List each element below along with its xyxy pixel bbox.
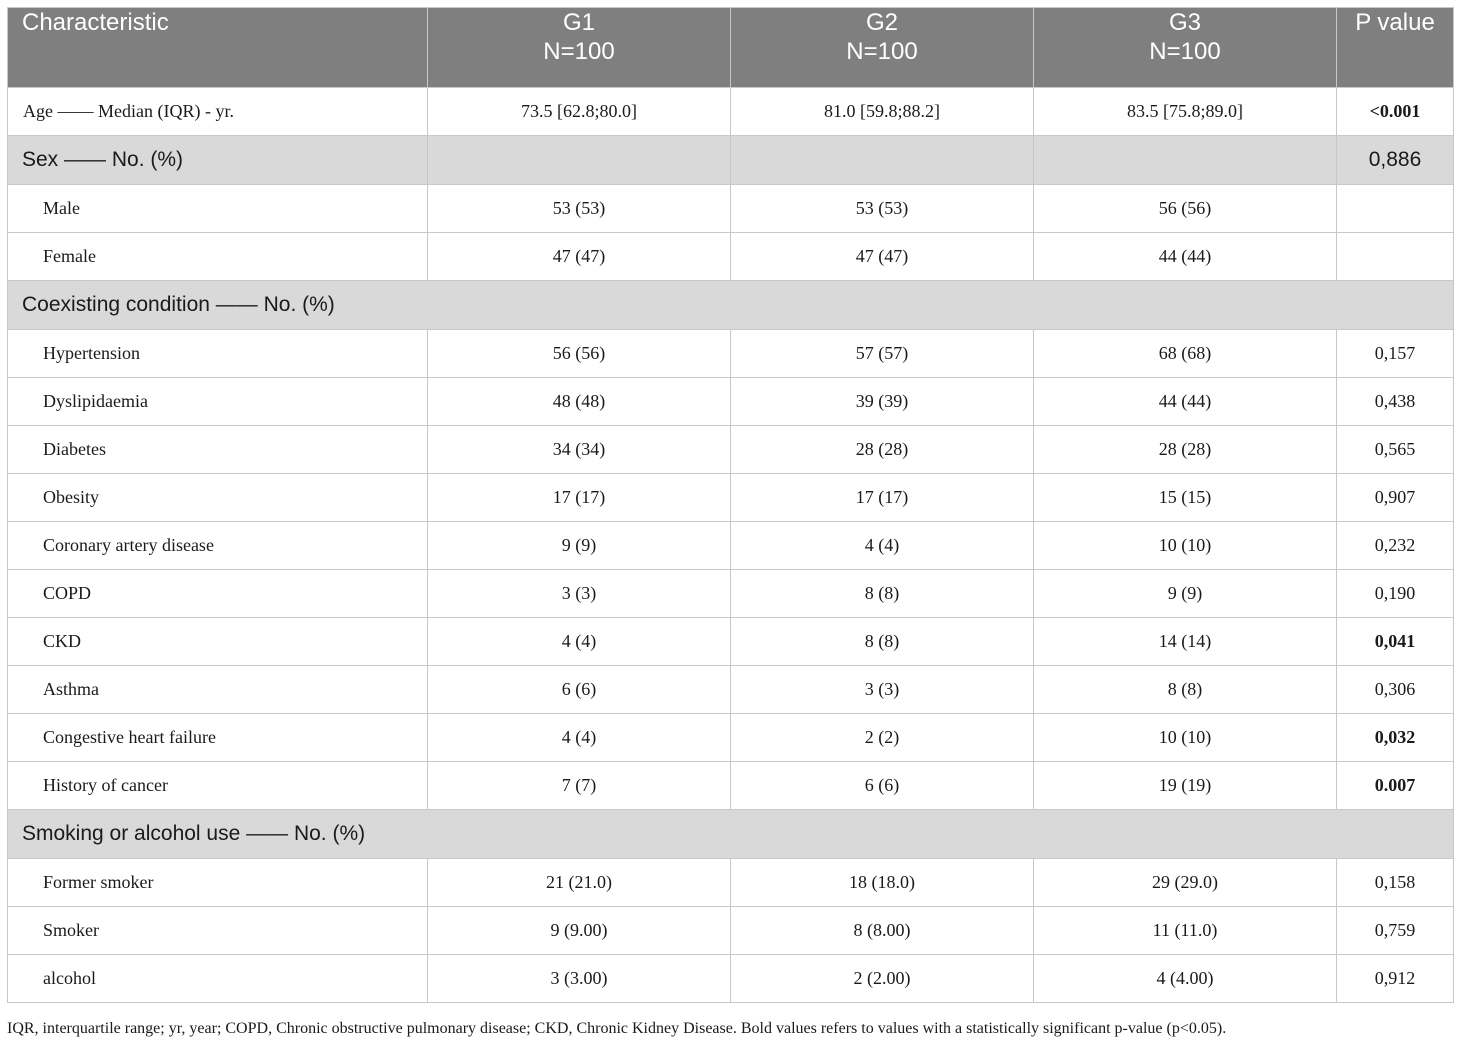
cell-g3: 10 (10) bbox=[1034, 714, 1337, 762]
cell-g3: 9 (9) bbox=[1034, 570, 1337, 618]
table-row bbox=[8, 714, 1454, 762]
cell-pvalue: 0,912 bbox=[1337, 955, 1454, 1003]
cell-g3 bbox=[1034, 136, 1337, 185]
cell-g1: 6 (6) bbox=[428, 666, 731, 714]
cell-pvalue bbox=[1337, 233, 1454, 281]
row-label: CKD bbox=[8, 618, 428, 666]
cell-g3: 44 (44) bbox=[1034, 378, 1337, 426]
table-row bbox=[8, 955, 1454, 1003]
cell-pvalue: 0,565 bbox=[1337, 426, 1454, 474]
cell-g2: 53 (53) bbox=[731, 185, 1034, 233]
header-g3-n: N=100 bbox=[1149, 38, 1221, 65]
cell-g1: 56 (56) bbox=[428, 330, 731, 378]
cell-g2: 3 (3) bbox=[731, 666, 1034, 714]
header-g1-name: G1 bbox=[562, 9, 595, 36]
row-label: Coronary artery disease bbox=[8, 522, 428, 570]
cell-g2: 8 (8) bbox=[731, 570, 1034, 618]
cell-g2: 18 (18.0) bbox=[731, 859, 1034, 907]
header-row bbox=[8, 8, 1454, 88]
table-row bbox=[8, 474, 1454, 522]
cell-pvalue: 0,032 bbox=[1337, 714, 1454, 762]
cell-g3: 19 (19) bbox=[1034, 762, 1337, 810]
cell-g1: 9 (9) bbox=[428, 522, 731, 570]
row-label: Diabetes bbox=[8, 426, 428, 474]
cell-pvalue: 0,157 bbox=[1337, 330, 1454, 378]
cell-pvalue: 0.007 bbox=[1337, 762, 1454, 810]
table-row bbox=[8, 233, 1454, 281]
cell-g3: 56 (56) bbox=[1034, 185, 1337, 233]
row-label: COPD bbox=[8, 570, 428, 618]
cell-g2 bbox=[731, 136, 1034, 185]
row-label: Male bbox=[8, 185, 428, 233]
cell-g3: 15 (15) bbox=[1034, 474, 1337, 522]
cell-pvalue: 0,759 bbox=[1337, 907, 1454, 955]
header-g1 bbox=[428, 8, 731, 88]
cell-g1: 34 (34) bbox=[428, 426, 731, 474]
table-row bbox=[8, 426, 1454, 474]
row-label: Smoker bbox=[8, 907, 428, 955]
cell-g3: 14 (14) bbox=[1034, 618, 1337, 666]
cell-pvalue: <0.001 bbox=[1337, 88, 1454, 136]
cell-g3: 29 (29.0) bbox=[1034, 859, 1337, 907]
cell-g2: 4 (4) bbox=[731, 522, 1034, 570]
cell-pvalue: 0,438 bbox=[1337, 378, 1454, 426]
cell-g3: 44 (44) bbox=[1034, 233, 1337, 281]
table-row bbox=[8, 378, 1454, 426]
section-label: Smoking or alcohol use —— No. (%) bbox=[8, 810, 1454, 859]
cell-g2: 2 (2.00) bbox=[731, 955, 1034, 1003]
cell-g3: 68 (68) bbox=[1034, 330, 1337, 378]
cell-g1: 7 (7) bbox=[428, 762, 731, 810]
row-label: History of cancer bbox=[8, 762, 428, 810]
cell-g3: 83.5 [75.8;89.0] bbox=[1034, 88, 1337, 136]
row-label: Age —— Median (IQR) - yr. bbox=[8, 88, 428, 136]
cell-g2: 39 (39) bbox=[731, 378, 1034, 426]
table-row bbox=[8, 762, 1454, 810]
cell-g1: 53 (53) bbox=[428, 185, 731, 233]
cell-g2: 17 (17) bbox=[731, 474, 1034, 522]
section-row bbox=[8, 136, 1454, 185]
cell-g2: 57 (57) bbox=[731, 330, 1034, 378]
cell-g2: 81.0 [59.8;88.2] bbox=[731, 88, 1034, 136]
table-row bbox=[8, 618, 1454, 666]
table-row bbox=[8, 522, 1454, 570]
cell-g3: 4 (4.00) bbox=[1034, 955, 1337, 1003]
cell-g1: 9 (9.00) bbox=[428, 907, 731, 955]
cell-g2: 2 (2) bbox=[731, 714, 1034, 762]
header-g1-n: N=100 bbox=[543, 38, 615, 65]
row-label: Asthma bbox=[8, 666, 428, 714]
cell-g1: 48 (48) bbox=[428, 378, 731, 426]
cell-g1: 3 (3.00) bbox=[428, 955, 731, 1003]
table-row bbox=[8, 185, 1454, 233]
row-label: Congestive heart failure bbox=[8, 714, 428, 762]
cell-g2: 47 (47) bbox=[731, 233, 1034, 281]
row-label: Hypertension bbox=[8, 330, 428, 378]
section-row bbox=[8, 810, 1454, 859]
table-row bbox=[8, 330, 1454, 378]
header-g2-n: N=100 bbox=[846, 38, 918, 65]
table-footnote: IQR, interquartile range; yr, year; COPD, Chronic obstructive pulmonary disease; CKD, Chronic Kidney Disease. Bold values refers to values with a statistically significant p-value (p<0.05). bbox=[7, 1020, 1227, 1037]
header-g2-name: G2 bbox=[865, 9, 898, 36]
table-row bbox=[8, 88, 1454, 136]
row-label: Female bbox=[8, 233, 428, 281]
header-g2 bbox=[731, 8, 1034, 88]
header-characteristic: Characteristic bbox=[8, 8, 428, 88]
cell-pvalue bbox=[1337, 185, 1454, 233]
cell-g1: 4 (4) bbox=[428, 618, 731, 666]
section-row bbox=[8, 281, 1454, 330]
cell-g3: 8 (8) bbox=[1034, 666, 1337, 714]
cell-pvalue: 0,041 bbox=[1337, 618, 1454, 666]
table-row bbox=[8, 666, 1454, 714]
cell-g1: 73.5 [62.8;80.0] bbox=[428, 88, 731, 136]
characteristics-table bbox=[7, 7, 1454, 1003]
row-label: Obesity bbox=[8, 474, 428, 522]
header-g3-name: G3 bbox=[1168, 9, 1201, 36]
table-row bbox=[8, 859, 1454, 907]
row-label: Former smoker bbox=[8, 859, 428, 907]
cell-pvalue: 0,158 bbox=[1337, 859, 1454, 907]
cell-g1 bbox=[428, 136, 731, 185]
cell-g2: 8 (8.00) bbox=[731, 907, 1034, 955]
cell-g2: 28 (28) bbox=[731, 426, 1034, 474]
cell-g3: 28 (28) bbox=[1034, 426, 1337, 474]
cell-g3: 11 (11.0) bbox=[1034, 907, 1337, 955]
cell-g1: 3 (3) bbox=[428, 570, 731, 618]
cell-pvalue: 0,306 bbox=[1337, 666, 1454, 714]
cell-pvalue: 0,232 bbox=[1337, 522, 1454, 570]
cell-g1: 4 (4) bbox=[428, 714, 731, 762]
header-g3 bbox=[1034, 8, 1337, 88]
cell-g2: 6 (6) bbox=[731, 762, 1034, 810]
cell-g2: 8 (8) bbox=[731, 618, 1034, 666]
cell-g1: 17 (17) bbox=[428, 474, 731, 522]
cell-pvalue: 0,190 bbox=[1337, 570, 1454, 618]
cell-g1: 21 (21.0) bbox=[428, 859, 731, 907]
header-pvalue: P value bbox=[1337, 8, 1454, 88]
row-label: alcohol bbox=[8, 955, 428, 1003]
section-label: Sex —— No. (%) bbox=[8, 136, 428, 185]
cell-pvalue: 0,907 bbox=[1337, 474, 1454, 522]
cell-pvalue: 0,886 bbox=[1337, 136, 1454, 185]
cell-g3: 10 (10) bbox=[1034, 522, 1337, 570]
cell-g1: 47 (47) bbox=[428, 233, 731, 281]
table-row bbox=[8, 907, 1454, 955]
section-label: Coexisting condition —— No. (%) bbox=[8, 281, 1454, 330]
row-label: Dyslipidaemia bbox=[8, 378, 428, 426]
table-row bbox=[8, 570, 1454, 618]
